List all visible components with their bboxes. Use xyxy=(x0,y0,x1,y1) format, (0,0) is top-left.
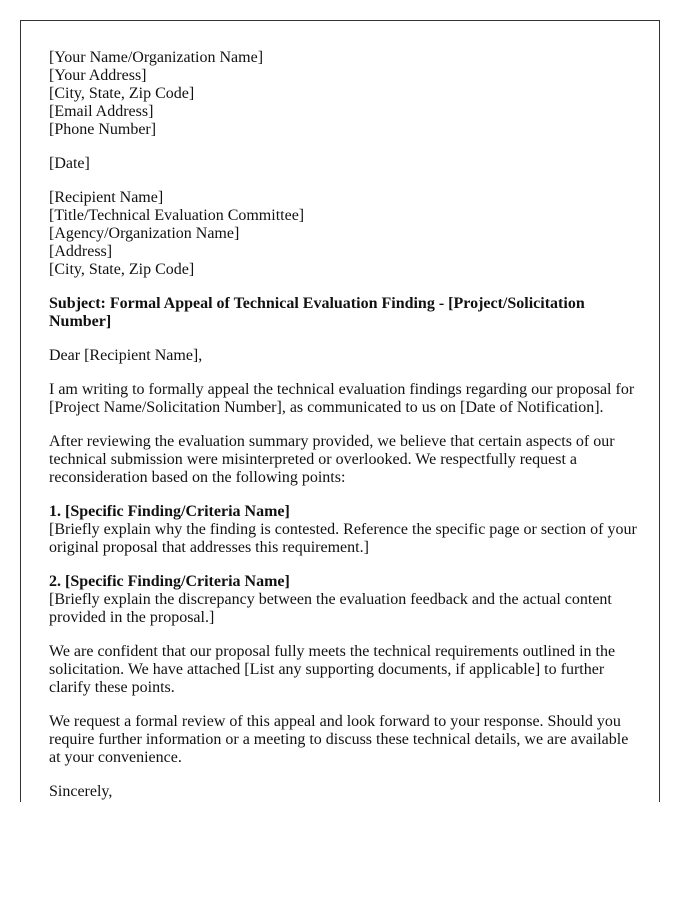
closing-request-paragraph: We request a formal review of this appeal and look forward to your response. Should you require further information or a meeting to discuss these technical details, we are available at your convenience. xyxy=(49,713,629,766)
appeal-point-text: [Briefly explain the discrepancy between the evaluation feedback and the actual content provided in the proposal.] xyxy=(49,591,612,626)
context-paragraph: After reviewing the evaluation summary provided, we believe that certain aspects of our technical submission were misinterpreted or overlooked. We respectfully request a reconsideration based on the following points: xyxy=(49,433,615,486)
letter-date: [Date] xyxy=(49,155,90,172)
sender-email: [Email Address] xyxy=(49,103,154,120)
sender-city-state-zip: [City, State, Zip Code] xyxy=(49,85,195,102)
appeal-point-title: 2. [Specific Finding/Criteria Name] xyxy=(49,573,290,590)
recipient-organization: [Agency/Organization Name] xyxy=(49,225,240,242)
letter-content xyxy=(49,49,639,802)
sender-address: [Your Address] xyxy=(49,67,147,84)
date-block xyxy=(49,155,639,173)
intro-paragraph: I am writing to formally appeal the technical evaluation findings regarding our proposal for [Project Name/Solicitation Number], as communicated to us on [Date of Notification]. xyxy=(49,381,635,416)
sender-phone: [Phone Number] xyxy=(49,121,157,138)
salutation: Dear [Recipient Name], xyxy=(49,347,203,364)
appeal-point-text: [Briefly explain why the finding is contested. Reference the specific page or section of your original proposal that addresses this requirement.] xyxy=(49,521,637,556)
recipient-address: [Address] xyxy=(49,243,113,260)
recipient-title: [Title/Technical Evaluation Committee] xyxy=(49,207,305,224)
confidence-paragraph: We are confident that our proposal fully meets the technical requirements outlined in the solicitation. We have attached [List any supporting documents, if applicable] to further clarify these points. xyxy=(49,643,616,696)
subject-line: Subject: Formal Appeal of Technical Evaluation Finding - [Project/Solicitation Number] xyxy=(49,295,585,330)
closing-signoff: Sincerely, xyxy=(49,783,113,800)
appeal-point-2 xyxy=(49,573,639,627)
appeal-point-1 xyxy=(49,503,639,557)
sender-address-block xyxy=(49,49,639,139)
recipient-name: [Recipient Name] xyxy=(49,189,164,206)
recipient-address-block xyxy=(49,189,639,279)
letter-page xyxy=(20,20,660,802)
sender-name: [Your Name/Organization Name] xyxy=(49,49,264,66)
appeal-point-title: 1. [Specific Finding/Criteria Name] xyxy=(49,503,290,520)
recipient-city-state-zip: [City, State, Zip Code] xyxy=(49,261,195,278)
